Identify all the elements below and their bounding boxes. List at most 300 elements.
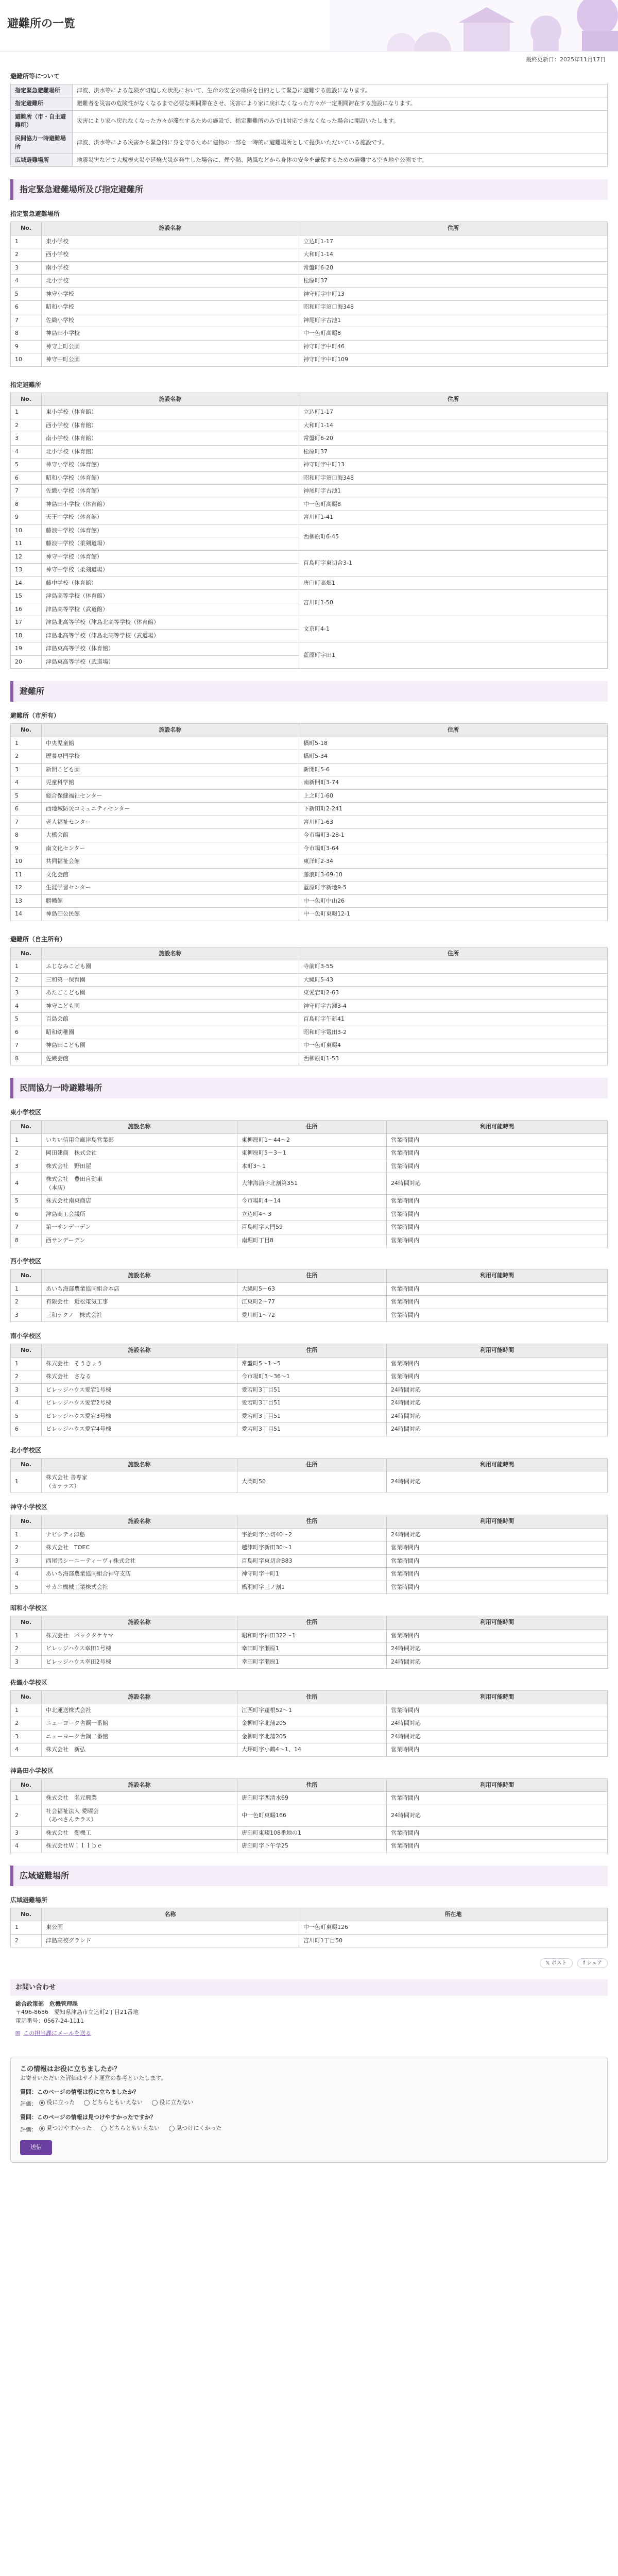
- table-row: [11, 616, 608, 630]
- cell-name: 百島会館: [42, 1013, 299, 1026]
- about-desc: 地震災害などで大規模火災や延焼火災が発生した場合に、煙や熱、熱風などから身体の安全を確保するための避難する空き地や公園です。: [73, 154, 608, 167]
- col-hours: 利用可能時間: [387, 1344, 608, 1358]
- cell-no: 6: [11, 803, 42, 816]
- cell-name: 中央児童館: [42, 737, 299, 750]
- cell-name: 津島東高等学校（体育館）: [42, 642, 299, 656]
- cell-hours: 営業時間内: [387, 1296, 608, 1309]
- col-no: No.: [11, 1515, 42, 1529]
- inquiry-box: [10, 2000, 608, 2044]
- cell-name: 勝幡館: [42, 894, 299, 908]
- cell-name: ビレッジハウス愛宕1号棟: [42, 1383, 237, 1397]
- cell-address: 江東町2〜77: [237, 1296, 387, 1309]
- table-row: [11, 1195, 608, 1208]
- about-row: [11, 110, 608, 132]
- cell-hours: 営業時間内: [387, 1160, 608, 1173]
- cell-address: 松原町37: [299, 445, 608, 459]
- cell-hours: 営業時間内: [387, 1554, 608, 1568]
- col-facility: 施設名称: [42, 1515, 237, 1529]
- cell-hours: 営業時間内: [387, 1370, 608, 1384]
- cell-name: 株式会社 衡機工: [42, 1826, 237, 1840]
- cell-no: 7: [11, 314, 42, 327]
- cell-address: 宮川町1-63: [299, 816, 608, 829]
- cell-no: 1: [11, 1528, 42, 1541]
- feedback-survey: [10, 2057, 608, 2163]
- col-no: No.: [11, 947, 42, 960]
- cell-address: 百島町字東切合B83: [237, 1554, 387, 1568]
- cell-address: 橋町5-34: [299, 750, 608, 764]
- cell-address: 幸田町字瀬原1: [237, 1642, 387, 1656]
- table-row: [11, 1133, 608, 1147]
- cell-hours: 24時間対応: [387, 1397, 608, 1410]
- cell-hours: 営業時間内: [387, 1743, 608, 1757]
- cell-name: ビレッジハウス愛宕2号棟: [42, 1397, 237, 1410]
- table-row: [11, 1554, 608, 1568]
- col-facility: 施設名称: [42, 1778, 237, 1792]
- cell-hours: 営業時間内: [387, 1221, 608, 1234]
- private-group-table: [10, 1515, 608, 1594]
- q2-option-3[interactable]: 見つけにくかった: [169, 2124, 222, 2133]
- cell-no: 5: [11, 1581, 42, 1594]
- q1-option-1[interactable]: 役に立った: [39, 2098, 75, 2107]
- table-row: [11, 763, 608, 776]
- cell-address: 常盤町6-20: [299, 261, 608, 275]
- col-facility: 施設名称: [42, 1458, 237, 1471]
- cell-address: 南新開町3-74: [299, 776, 608, 790]
- table-row: [11, 803, 608, 816]
- col-address: 住所: [299, 393, 608, 406]
- about-table: [10, 84, 608, 167]
- cell-no: 4: [11, 275, 42, 288]
- cell-address: 南堀町丁目8: [237, 1234, 387, 1247]
- col-facility: 施設名称: [42, 1121, 237, 1134]
- table-row: [11, 1052, 608, 1065]
- cell-hours: 24時間対応: [387, 1383, 608, 1397]
- table-row: [11, 1568, 608, 1581]
- table-row: [11, 1160, 608, 1173]
- table-row: [11, 550, 608, 564]
- table-row: [11, 419, 608, 432]
- col-no: No.: [11, 1616, 42, 1630]
- cell-name: 株式会社 善専家 （カテラス）: [42, 1471, 237, 1493]
- table-row: [11, 987, 608, 1000]
- cell-address: 昭和町字須口海348: [299, 471, 608, 485]
- emergency-table: [10, 222, 608, 367]
- table-row: [11, 908, 608, 921]
- table-row: [11, 1581, 608, 1594]
- col-hours: 利用可能時間: [387, 1121, 608, 1134]
- cell-address: 大縄町5〜63: [237, 1282, 387, 1296]
- table-row: [11, 1528, 608, 1541]
- cell-name: 株式会社 野田屋: [42, 1160, 237, 1173]
- cell-no: 2: [11, 248, 42, 262]
- cell-address: 百島町字午新41: [299, 1013, 608, 1026]
- cell-address: 越津町字新田30〜1: [237, 1541, 387, 1555]
- inquiry-heading: お問い合わせ: [10, 1979, 608, 1996]
- cell-no: 2: [11, 1296, 42, 1309]
- about-row: [11, 132, 608, 154]
- cell-address: 立込町4〜3: [237, 1208, 387, 1221]
- cell-name: 神守中町公園: [42, 353, 299, 367]
- cell-no: 8: [11, 327, 42, 341]
- section-designated: 指定緊急避難場所及び指定避難所: [10, 179, 608, 200]
- cell-address: 神守町字中町1: [237, 1568, 387, 1581]
- cell-no: 5: [11, 459, 42, 472]
- q2-option-1[interactable]: 見つけやすかった: [39, 2124, 92, 2133]
- cell-hours: 営業時間内: [387, 1826, 608, 1840]
- cell-address: 神守町字中町13: [299, 459, 608, 472]
- table-row: [11, 1282, 608, 1296]
- cell-no: 9: [11, 511, 42, 524]
- cell-hours: 24時間対応: [387, 1173, 608, 1195]
- cell-no: 18: [11, 629, 42, 642]
- main-content: [0, 72, 618, 2163]
- table-row: [11, 235, 608, 248]
- col-facility: 施設名称: [42, 1344, 237, 1358]
- facebook-share-button[interactable]: f シェア: [577, 1958, 608, 1968]
- cell-address: 東柳原町5〜3〜1: [237, 1147, 387, 1160]
- cell-address: 神守町字中町46: [299, 340, 608, 353]
- cell-address: 愛川町1〜72: [237, 1309, 387, 1322]
- survey-note: お寄せいただいた評価はサイト運営の参考といたします。: [20, 2075, 167, 2081]
- cell-no: 2: [11, 1370, 42, 1384]
- cell-name: 株式会社 TOEC: [42, 1541, 237, 1555]
- page-title: 避難所の一覧: [7, 18, 76, 30]
- table-row: [11, 314, 608, 327]
- inquiry-address: 〒496-8686 愛知県津島市立込町2丁目21番地: [15, 2009, 139, 2015]
- about-desc: 災害により家へ戻れなくなった方々が滞在するための施設で、指定避難所のみでは対応できなくなった場合に開設いたします。: [73, 110, 608, 132]
- cell-name: 北小学校（体育館）: [42, 445, 299, 459]
- col-no: No.: [11, 1691, 42, 1704]
- cell-no: 7: [11, 1221, 42, 1234]
- cell-address: 立込町1-17: [299, 235, 608, 248]
- cell-no: 3: [11, 1826, 42, 1840]
- table-row: [11, 498, 608, 511]
- cell-no: 1: [11, 1629, 42, 1642]
- cell-no: 1: [11, 1282, 42, 1296]
- cell-address: 立込町1-17: [299, 406, 608, 419]
- table-row: [11, 1397, 608, 1410]
- cell-hours: 24時間対応: [387, 1528, 608, 1541]
- voluntary-shelters-title: 避難所（自主所有）: [10, 935, 66, 943]
- cell-address: 愛宕町3丁目51: [237, 1383, 387, 1397]
- cell-no: 4: [11, 1397, 42, 1410]
- cell-no: 15: [11, 590, 42, 603]
- cell-address: 橋町5-18: [299, 737, 608, 750]
- header-illustration: [330, 0, 618, 52]
- col-no: No.: [11, 724, 42, 737]
- private-group-title: 佐織小学校区: [10, 1679, 48, 1686]
- cell-no: 7: [11, 1039, 42, 1053]
- cell-address: 西柳原町1-53: [299, 1052, 608, 1065]
- cell-no: 10: [11, 353, 42, 367]
- table-row: [11, 1471, 608, 1493]
- cell-name: あいち海部農業協同組合神守支店: [42, 1568, 237, 1581]
- cell-address: 中一色町東畷126: [299, 1921, 608, 1935]
- cell-address: 神尾町字古池1: [299, 314, 608, 327]
- q1-option-2[interactable]: どちらともいえない: [84, 2098, 143, 2107]
- col-facility: 施設名称: [42, 1269, 237, 1283]
- table-row: [11, 999, 608, 1013]
- q2-option-2[interactable]: どちらともいえない: [101, 2124, 160, 2133]
- share-bar: [10, 1958, 608, 1968]
- col-hours: 利用可能時間: [387, 1778, 608, 1792]
- cell-address: 昭和町字篭田3-2: [299, 1026, 608, 1039]
- cell-address: 愛宕町3丁目51: [237, 1423, 387, 1436]
- cell-no: 3: [11, 261, 42, 275]
- table-row: [11, 340, 608, 353]
- cell-address: 百島町字東切合3-1: [299, 550, 608, 577]
- cell-address: 江西町字蓬根52〜1: [237, 1704, 387, 1717]
- cell-no: 6: [11, 1423, 42, 1436]
- cell-no: 1: [11, 1921, 42, 1935]
- cell-name: 昭和幼稚園: [42, 1026, 299, 1039]
- cell-name: 株式会社 さなる: [42, 1370, 237, 1384]
- col-address: 住所: [237, 1458, 387, 1471]
- col-no: No.: [11, 1778, 42, 1792]
- cell-no: 5: [11, 287, 42, 301]
- cell-address: 藍原町字新地9-5: [299, 882, 608, 895]
- cell-no: 2: [11, 973, 42, 987]
- private-group-title: 神島田小学校区: [10, 1767, 54, 1774]
- cell-hours: 営業時間内: [387, 1195, 608, 1208]
- col-no: No.: [11, 1121, 42, 1134]
- cell-name: ビレッジハウス幸田2号棟: [42, 1655, 237, 1669]
- cell-address: 中一色町東畷12-1: [299, 908, 608, 921]
- cell-no: 2: [11, 1717, 42, 1731]
- cell-name: 東小学校（体育館）: [42, 406, 299, 419]
- table-row: [11, 1309, 608, 1322]
- cell-address: 唐臼町字下午学25: [237, 1840, 387, 1853]
- cell-hours: 営業時間内: [387, 1581, 608, 1594]
- cell-hours: 営業時間内: [387, 1629, 608, 1642]
- col-facility: 施設名称: [42, 1691, 237, 1704]
- cell-no: 2: [11, 1805, 42, 1826]
- cell-address: 藤浪町3-69-10: [299, 868, 608, 882]
- table-row: [11, 842, 608, 855]
- cell-name: 西小学校: [42, 248, 299, 262]
- survey-title: この情報はお役に立ちましたか？: [20, 2065, 121, 2073]
- radio-icon: [152, 2100, 158, 2106]
- about-term: 指定緊急避難場所: [11, 84, 73, 97]
- cell-name: 神島田こども園: [42, 1039, 299, 1053]
- cell-no: 2: [11, 1541, 42, 1555]
- cell-name: 株式会社 名元興業: [42, 1792, 237, 1805]
- about-row: [11, 97, 608, 111]
- about-desc: 避難者を災害の危険性がなくなるまで必要な期間滞在させ、災害により家に戻れなくなった方々が一定期間滞在する施設になります。: [73, 97, 608, 111]
- evacuation-title: 指定避難所: [10, 381, 42, 388]
- cell-name: 児童科学館: [42, 776, 299, 790]
- cell-name: 津島高等学校（武道館）: [42, 603, 299, 616]
- cell-name: ビレッジハウス愛宕3号棟: [42, 1410, 237, 1423]
- table-row: [11, 960, 608, 974]
- page-header: [0, 0, 618, 52]
- col-address: 住所: [237, 1344, 387, 1358]
- cell-address: 本町3〜1: [237, 1160, 387, 1173]
- cell-address: 愛宕町3丁目51: [237, 1397, 387, 1410]
- cell-name: 西サンデーデン: [42, 1234, 237, 1247]
- cell-name: 津島北高等学校（津島北高等学校（体育館）: [42, 616, 299, 630]
- cell-hours: 営業時間内: [387, 1568, 608, 1581]
- cell-name: 三和第一保育園: [42, 973, 299, 987]
- col-address: 住所: [237, 1691, 387, 1704]
- cell-name: 株式会社 そうきょう: [42, 1357, 237, 1370]
- cell-no: 4: [11, 776, 42, 790]
- table-row: [11, 1792, 608, 1805]
- cell-address: 神守町字中町109: [299, 353, 608, 367]
- cell-no: 8: [11, 829, 42, 842]
- private-group-title: 神守小学校区: [10, 1503, 48, 1511]
- cell-address: 大和町1-14: [299, 419, 608, 432]
- cell-no: 1: [11, 235, 42, 248]
- cell-name: 神守小学校（体育館）: [42, 459, 299, 472]
- table-row: [11, 275, 608, 288]
- cell-hours: 24時間対応: [387, 1805, 608, 1826]
- table-row: [11, 485, 608, 498]
- cell-no: 1: [11, 737, 42, 750]
- cell-no: 4: [11, 1840, 42, 1853]
- cell-name: 神島田小学校（体育館）: [42, 498, 299, 511]
- radio-checked-icon: [39, 2126, 45, 2131]
- table-row: [11, 248, 608, 262]
- cell-hours: 営業時間内: [387, 1541, 608, 1555]
- about-desc: 津波、洪水等による災害から緊急的に身を守るために建物の一部を一時的に避難場所として提供いただいている施設です。: [73, 132, 608, 154]
- table-row: [11, 1423, 608, 1436]
- cell-address: 大坪町字小鶴4〜1、14: [237, 1743, 387, 1757]
- col-facility: 施設名称: [42, 393, 299, 406]
- table-row: [11, 882, 608, 895]
- cell-address: 唐臼町高畑1: [299, 577, 608, 590]
- cell-name: ふじなみこども園: [42, 960, 299, 974]
- table-row: [11, 459, 608, 472]
- cell-address: 常盤町6-20: [299, 432, 608, 446]
- cell-name: 西尾張シーエーティーヴィ株式会社: [42, 1554, 237, 1568]
- cell-name: 津島商工会議所: [42, 1208, 237, 1221]
- cell-no: 13: [11, 564, 42, 577]
- about-heading: 避難所等について: [10, 72, 60, 80]
- private-group-title: 昭和小学校区: [10, 1604, 48, 1612]
- cell-address: 松原町37: [299, 275, 608, 288]
- col-name: 名称: [42, 1908, 299, 1921]
- cell-no: 20: [11, 655, 42, 669]
- cell-hours: 24時間対応: [387, 1423, 608, 1436]
- table-row: [11, 1642, 608, 1656]
- cell-name: ナビシティ津島: [42, 1528, 237, 1541]
- wide-area-table: [10, 1908, 608, 1948]
- cell-address: 今市場町3-28-1: [299, 829, 608, 842]
- inquiry-tel: 電話番号：0567-24-1111: [15, 2017, 84, 2024]
- private-group-table: [10, 1120, 608, 1247]
- x-post-button[interactable]: 𝕏 ポスト: [540, 1958, 572, 1968]
- cell-name: 社会福祉法人 愛曜会 （あべさんテラス）: [42, 1805, 237, 1826]
- cell-no: 8: [11, 1052, 42, 1065]
- cell-name: 岡田建商 株式会社: [42, 1147, 237, 1160]
- col-hours: 利用可能時間: [387, 1616, 608, 1630]
- cell-name: 藤浪中学校（柔剣道場）: [42, 537, 299, 551]
- private-group-table: [10, 1616, 608, 1669]
- cell-no: 3: [11, 1730, 42, 1743]
- cell-name: 株式会社 新弘: [42, 1743, 237, 1757]
- cell-address: 東洋町2-34: [299, 855, 608, 869]
- table-row: [11, 1655, 608, 1669]
- cell-address: 橋羽町字三ノ割1: [237, 1581, 387, 1594]
- private-group-table: [10, 1344, 608, 1436]
- cell-no: 5: [11, 789, 42, 803]
- table-row: [11, 1717, 608, 1731]
- submit-button[interactable]: 送信: [20, 2140, 52, 2155]
- cell-name: 有限会社 近松電気工事: [42, 1296, 237, 1309]
- private-group-table: [10, 1458, 608, 1494]
- col-location: 所在地: [299, 1908, 608, 1921]
- section-private: 民間協力一時避難場所: [10, 1078, 608, 1098]
- cell-address: 下新田町2-241: [299, 803, 608, 816]
- mail-link[interactable]: [15, 2029, 91, 2038]
- cell-address: 神守町字中町13: [299, 287, 608, 301]
- cell-name: ニューヨーク舎鋼二番館: [42, 1730, 237, 1743]
- cell-no: 2: [11, 1147, 42, 1160]
- table-row: [11, 1383, 608, 1397]
- cell-name: あたごこども園: [42, 987, 299, 1000]
- cell-name: 株式会社南東商店: [42, 1195, 237, 1208]
- cell-no: 17: [11, 616, 42, 630]
- inquiry-org: 総合政策部 危機管理課: [15, 2000, 78, 2007]
- cell-name: 東小学校: [42, 235, 299, 248]
- survey-question-1: 質問：このページの情報は役に立ちましたか？ 評価： 役に立った どちらともいえない 役に立たない: [20, 2088, 194, 2107]
- cell-name: 三和テクノ 株式会社: [42, 1309, 237, 1322]
- cell-name: 神守小学校: [42, 287, 299, 301]
- cell-hours: 営業時間内: [387, 1704, 608, 1717]
- table-row: [11, 894, 608, 908]
- cell-no: 7: [11, 485, 42, 498]
- cell-no: 3: [11, 1554, 42, 1568]
- cell-address: 上之町1-60: [299, 789, 608, 803]
- cell-address: 寺前町3-55: [299, 960, 608, 974]
- cell-no: 2: [11, 419, 42, 432]
- cell-no: 3: [11, 432, 42, 446]
- cell-hours: 24時間対応: [387, 1410, 608, 1423]
- cell-no: 1: [11, 1471, 42, 1493]
- cell-name: 大橋会館: [42, 829, 299, 842]
- cell-address: 唐臼町東畷108番地の1: [237, 1826, 387, 1840]
- private-group-title: 北小学校区: [10, 1446, 42, 1454]
- cell-no: 9: [11, 340, 42, 353]
- table-row: [11, 445, 608, 459]
- cell-no: 14: [11, 577, 42, 590]
- table-row: [11, 524, 608, 537]
- section-wide: 広域避難場所: [10, 1866, 608, 1886]
- table-row: [11, 1805, 608, 1826]
- private-groups: [10, 1108, 608, 1853]
- cell-name: 神守中学校（柔剣道場）: [42, 564, 299, 577]
- cell-address: 昭和町字須口海348: [299, 301, 608, 314]
- q1-option-3[interactable]: 役に立たない: [152, 2098, 194, 2107]
- table-row: [11, 1826, 608, 1840]
- col-no: No.: [11, 393, 42, 406]
- col-address: 住所: [237, 1121, 387, 1134]
- cell-no: 1: [11, 1792, 42, 1805]
- cell-hours: 営業時間内: [387, 1840, 608, 1853]
- private-group-table: [10, 1690, 608, 1757]
- table-row: [11, 1221, 608, 1234]
- table-row: [11, 1704, 608, 1717]
- table-row: [11, 1934, 608, 1947]
- cell-no: 8: [11, 498, 42, 511]
- cell-hours: 24時間対応: [387, 1717, 608, 1731]
- table-row: [11, 301, 608, 314]
- cell-no: 11: [11, 868, 42, 882]
- cell-name: 天王中学校（体育館）: [42, 511, 299, 524]
- col-address: 住所: [299, 222, 608, 235]
- mail-icon: ✉: [15, 2030, 21, 2037]
